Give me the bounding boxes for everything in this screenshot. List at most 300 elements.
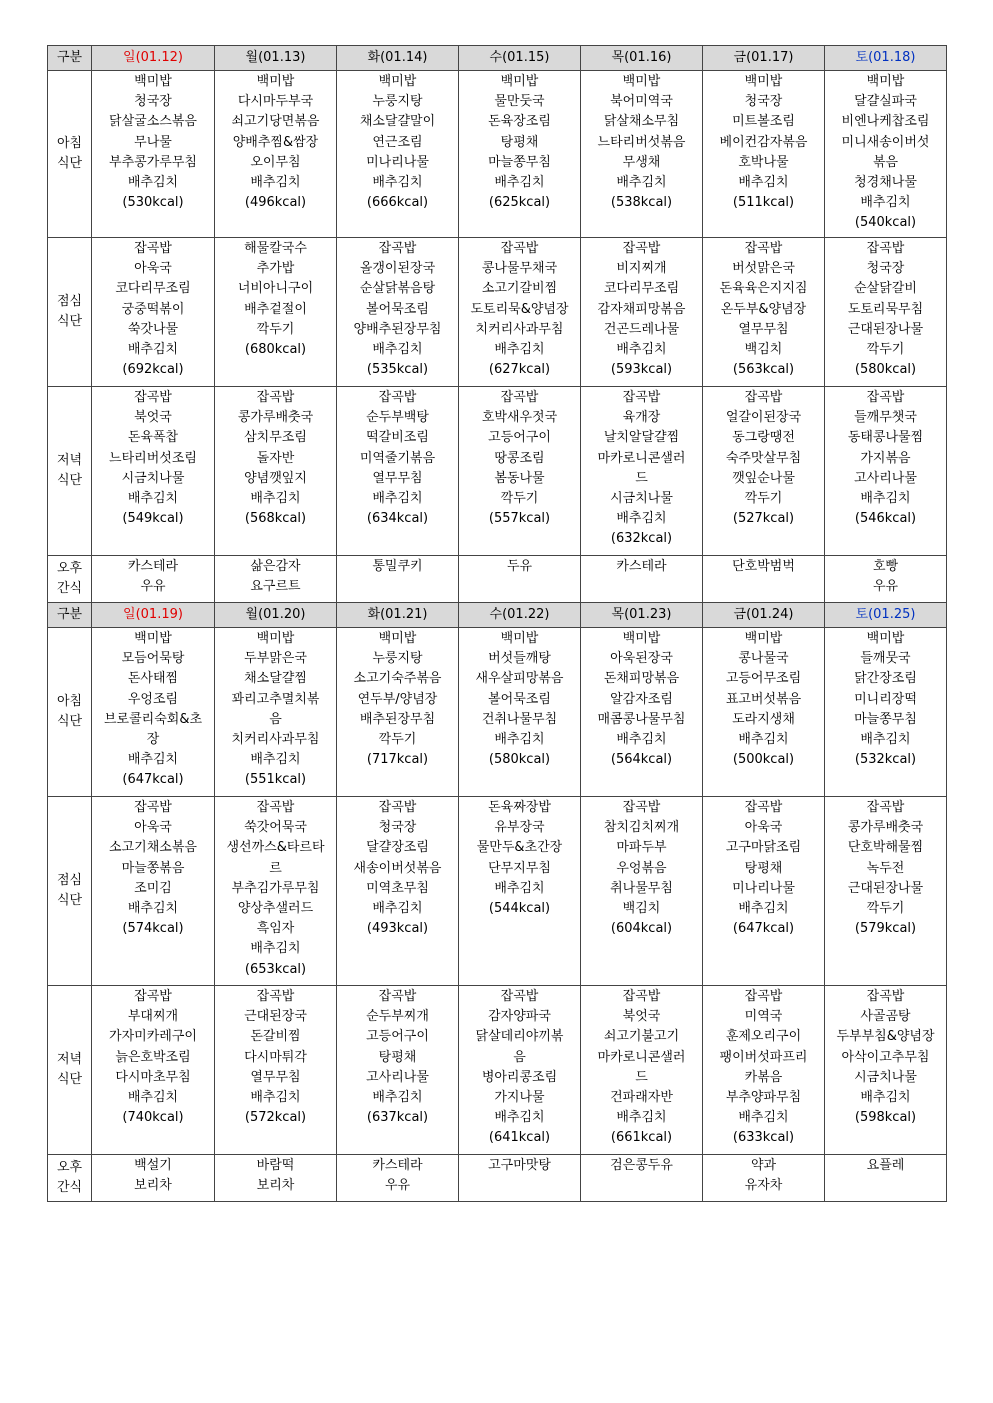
menu-item: (633kcal) [732,1130,795,1146]
menu-item: 근대된장나물 [847,880,924,896]
meal-label-line: 식단 [56,314,83,329]
menu-item: 잡곡밥 [744,989,783,1004]
menu-item: 배추김치 [250,491,301,507]
menu-cell [825,238,947,387]
menu-cell [703,986,825,1155]
week-header-row [48,46,947,71]
menu-item: 시금치나물 [854,1069,917,1085]
menu-item: 잡곡밥 [256,989,295,1004]
menu-item: 카스테라 [616,559,667,574]
menu-item: 미역국 [744,1009,783,1025]
menu-item: 검은콩두유 [610,1158,673,1173]
menu-item: 모듬어묵탕 [121,651,185,667]
menu-item: 배추김치 [616,732,667,748]
menu-cell [825,628,947,797]
menu-item: 백미밥 [500,74,539,89]
menu-item: 마늘쫑볶음 [121,860,185,876]
menu-item: 배추김치 [250,175,301,191]
menu-cell [581,387,703,556]
menu-item: 잡곡밥 [500,390,539,405]
menu-item: 탕평채 [378,1049,417,1065]
menu-item: 잡곡밥 [622,989,661,1004]
meal-row [48,1155,947,1202]
menu-item: 열무무침 [250,1069,301,1085]
menu-cell [703,387,825,556]
menu-cell [92,71,215,238]
menu-item: 배추김치 [616,342,667,358]
meal-label [48,238,92,387]
menu-cell [92,797,215,986]
menu-item: 부추김가루무침 [231,880,320,896]
menu-item: 표고버섯볶음 [725,691,802,707]
menu-item: 육개장 [622,410,661,426]
menu-item: (551kcal) [244,772,307,788]
menu-item: 땅콩조림 [494,450,545,466]
menu-cell [581,797,703,986]
menu-item: 부추양파무침 [725,1090,802,1106]
menu-item: 잡곡밥 [500,989,539,1004]
menu-item: (535kcal) [366,362,429,378]
day-header: 일(01.19) [92,603,215,628]
menu-item: 깍두기 [866,342,905,358]
meal-label [48,71,92,238]
menu-cell [337,986,459,1155]
menu-cell [825,986,947,1155]
meal-row [48,387,947,556]
menu-item: 생선까스&타르타 [226,840,325,856]
menu-item: (598kcal) [854,1110,917,1126]
menu-item: 볼어묵조림 [366,301,429,317]
menu-item: 떡갈비조림 [366,430,429,446]
menu-item: 북엇국 [134,410,172,426]
menu-item: 배추김치 [616,1110,667,1126]
menu-item: 소고기숙주볶음 [353,671,442,687]
menu-item: (493kcal) [366,921,429,937]
day-header: 화(01.14) [337,46,459,71]
menu-item: 단호박범벅 [732,559,795,574]
meal-label [48,628,92,797]
menu-item: 미니리장떡 [854,691,917,707]
menu-item: 통밀쿠키 [372,559,423,574]
menu-item: 닭살데리야끼볶 [475,1029,564,1045]
meal-label-line: 간식 [56,581,83,596]
menu-item: (579kcal) [854,921,917,937]
menu-cell [459,797,581,986]
menu-item: 아욱국 [134,261,172,277]
menu-item: (580kcal) [488,752,551,768]
menu-item: 배추김치 [494,175,545,191]
menu-item: (563kcal) [732,362,795,378]
menu-item: 백미밥 [622,631,661,646]
menu-item: 드 [635,1069,648,1085]
menu-item: 코다리무조림 [603,281,680,297]
menu-item: 채소달걀찜 [244,671,307,687]
menu-cell [337,797,459,986]
menu-item: 아욱국 [744,820,783,836]
menu-item: 도라지생채 [732,711,795,727]
menu-item: 보리차 [256,1178,295,1194]
menu-item: 감자양파국 [488,1009,551,1025]
menu-cell [825,1155,947,1202]
meal-label [48,387,92,556]
menu-item: 잡곡밥 [378,390,417,405]
menu-item: (604kcal) [610,921,673,937]
meal-label-line: 아침 [56,135,83,151]
menu-item: 미나리나물 [366,154,429,170]
menu-item: 알감자조림 [610,691,673,707]
menu-item: 들깨무챗국 [854,410,917,426]
menu-item: 약과 [750,1158,777,1173]
menu-item: (572kcal) [244,1110,307,1126]
menu-item: 배추김치 [250,941,301,957]
menu-item: 삶은감자 [250,559,301,574]
menu-item: 시금치나물 [121,470,185,486]
menu-item: (634kcal) [366,511,429,527]
menu-item: (549kcal) [122,511,184,527]
menu-item: 온두부&양념장 [720,301,807,317]
menu-item: 연근조림 [372,134,423,150]
menu-item: 무생채 [622,154,661,170]
day-header: 금(01.17) [703,46,825,71]
menu-item: 탕평채 [500,134,539,150]
meal-label-line: 식단 [56,714,83,729]
menu-item: (641kcal) [488,1130,551,1146]
menu-cell [459,556,581,603]
menu-cell [92,628,215,797]
menu-item: 매콤콩나물무침 [597,711,686,727]
menu-item: 백김치 [622,901,661,917]
menu-item: 건곤드레나물 [603,321,680,337]
menu-cell [703,238,825,387]
meal-label-line: 오후 [56,560,83,576]
day-header: 수(01.15) [459,46,581,71]
menu-cell [215,71,337,238]
menu-item: 두부맑은국 [244,651,307,667]
menu-cell [581,986,703,1155]
menu-item: 고구마닭조림 [725,840,802,856]
menu-item: 닭살굴소스볶음 [109,114,197,130]
header-label: 구분 [48,603,92,628]
menu-item: (593kcal) [610,362,673,378]
menu-item: (740kcal) [122,1110,184,1126]
menu-item: 배추김치 [372,491,423,507]
menu-item: (530kcal) [122,195,184,211]
menu-item: 돈채피망볶음 [603,671,680,687]
menu-item: 가자미카레구이 [109,1029,197,1045]
menu-item: 부대찌개 [127,1009,179,1025]
menu-item: (627kcal) [488,362,551,378]
menu-item: (496kcal) [244,195,307,211]
menu-cell [581,1155,703,1202]
menu-item: 배추김치 [494,732,545,748]
menu-item: 음 [269,711,282,727]
menu-item: 배추김치 [250,752,301,768]
menu-cell [459,986,581,1155]
menu-item: 닭간장조림 [854,671,917,687]
menu-item: 콩가루배춧국 [847,820,924,836]
menu-item: 호빵 [872,559,899,574]
menu-item: (653kcal) [244,961,307,977]
menu-item: 치커리사과무침 [475,321,564,337]
menu-item: 호박새우젓국 [481,410,558,426]
menu-item: 들깨뭇국 [860,651,911,667]
meal-label-line: 식단 [56,1072,83,1087]
menu-cell [703,628,825,797]
menu-item: 배추김치 [738,732,789,748]
menu-item: 배추김치 [127,491,179,507]
meal-label [48,556,92,603]
menu-item: 드 [635,470,648,486]
header-label: 구분 [48,46,92,71]
menu-item: 고사리나물 [854,470,917,486]
menu-item: 올갱이된장국 [359,261,436,277]
meal-label-line: 식단 [56,156,83,171]
meal-label-line: 식단 [56,473,83,488]
menu-item: 호박나물 [738,154,789,170]
menu-item: (511kcal) [732,195,795,211]
meal-row [48,986,947,1155]
menu-item: 도토리묵무침 [847,301,924,317]
menu-item: 청국장 [866,261,905,277]
menu-item: 돈육장조림 [488,114,551,130]
menu-item: 깍두기 [256,321,295,337]
menu-item: 잡곡밥 [256,390,295,405]
menu-item: (666kcal) [366,195,429,211]
menu-item: 잡곡밥 [744,390,783,405]
menu-item: 요구르트 [250,579,301,595]
menu-item: 잡곡밥 [134,800,172,815]
menu-item: 궁중떡볶이 [121,301,185,317]
menu-item: 배추김치 [372,901,423,917]
menu-item: (527kcal) [732,511,795,527]
menu-item: (632kcal) [610,531,673,547]
menu-item: 르 [269,860,282,876]
menu-item: 콩가루배춧국 [237,410,314,426]
menu-item: 잡곡밥 [744,800,783,815]
menu-item: 잡곡밥 [134,390,172,405]
menu-item: 아삭이고추무침 [841,1049,930,1065]
menu-item: 꽈리고추멸치볶 [231,691,320,707]
menu-cell [215,387,337,556]
menu-item: (574kcal) [122,921,184,937]
menu-item: 건취나물무침 [481,711,558,727]
menu-item: 백미밥 [622,74,661,89]
menu-item: 우엉조림 [127,691,179,707]
menu-cell [459,628,581,797]
meal-label-line: 식단 [56,893,83,908]
menu-item: 열무무침 [372,470,423,486]
menu-item: 마카로니콘샐러 [597,1049,686,1065]
menu-cell [703,797,825,986]
menu-item: (564kcal) [610,752,673,768]
meal-label-line: 저녁 [56,1051,83,1067]
menu-item: 열무무침 [738,321,789,337]
menu-item: 배추김치 [616,511,667,527]
menu-item: 돈육폭찹 [127,430,179,446]
menu-cell [215,1155,337,1202]
menu-item: 추가밥 [256,261,295,277]
menu-item: 도토리묵&양념장 [470,301,569,317]
menu-cell [703,1155,825,1202]
menu-item: 달걀실파국 [854,94,917,110]
menu-item: 감자채피망볶음 [597,301,686,317]
meal-label-line: 점심 [56,872,83,888]
menu-item: 연두부/양념장 [357,691,438,707]
menu-item: 잡곡밥 [378,241,417,256]
menu-item: 북어미역국 [610,94,673,110]
menu-item: 동그랑땡전 [732,430,795,446]
menu-item: 쑥갓나물 [127,321,179,337]
menu-item: 배추김치 [738,1110,789,1126]
menu-item: 요플레 [866,1158,905,1173]
menu-item: 다시마초무침 [115,1069,191,1085]
menu-item: 느타리버섯조림 [109,450,197,466]
menu-item: 배추김치 [494,1110,545,1126]
menu-item: 부추콩가루무침 [109,154,197,170]
menu-item: 배추김치 [494,342,545,358]
menu-item: (625kcal) [488,195,551,211]
menu-cell [825,387,947,556]
menu-item: 너비아니구이 [237,281,314,297]
menu-item: 새송이버섯볶음 [353,860,442,876]
menu-item: 백미밥 [256,74,295,89]
menu-item: (692kcal) [122,362,184,378]
menu-item: 얼갈이된장국 [725,410,802,426]
menu-item: 동태콩나물찜 [847,430,924,446]
menu-item: 느타리버섯볶음 [597,134,686,150]
menu-item: 백김치 [744,342,783,358]
menu-item: 물만둣국 [494,94,545,110]
menu-item: (500kcal) [732,752,795,768]
day-header: 금(01.24) [703,603,825,628]
menu-item: 돈갈비찜 [250,1029,301,1045]
menu-cell [92,238,215,387]
menu-item: 배추김치 [250,1090,301,1106]
menu-item: 배추김치 [616,175,667,191]
menu-cell [215,628,337,797]
menu-item: 청경채나물 [854,175,917,191]
menu-item: 백미밥 [744,631,783,646]
menu-item: 취나물무침 [610,880,673,896]
menu-item: 마파두부 [616,840,667,856]
menu-item: 팽이버섯파프리 [719,1049,808,1065]
menu-item: 흑임자 [256,921,295,937]
menu-item: 봄동나물 [494,470,545,486]
menu-item: 비엔나케찹조림 [841,114,930,130]
menu-item: (568kcal) [244,511,307,527]
meal-label-line: 저녁 [56,452,83,468]
menu-item: 미나리나물 [732,880,795,896]
menu-item: 순두부백탕 [366,410,429,426]
meal-row [48,71,947,238]
menu-item: 청국장 [744,94,783,110]
menu-item: 배추김치 [738,901,789,917]
menu-item: 순두부찌개 [366,1009,429,1025]
menu-item: 잡곡밥 [378,800,417,815]
menu-item: 깻잎순나물 [732,470,795,486]
menu-item: 유부장국 [494,820,545,836]
day-header: 목(01.23) [581,603,703,628]
menu-item: (538kcal) [610,195,673,211]
meal-row [48,797,947,986]
menu-item: 양배추된장무침 [353,321,442,337]
menu-item: 배추김치 [860,732,911,748]
menu-item: 우엉볶음 [616,860,667,876]
menu-cell [825,71,947,238]
menu-item: 잡곡밥 [744,241,783,256]
menu-cell [215,238,337,387]
meal-row [48,238,947,387]
menu-item: 미역줄기볶음 [359,450,436,466]
meal-row [48,628,947,797]
menu-item: 돈사태찜 [127,671,179,687]
menu-cell [703,71,825,238]
menu-item: 가지볶음 [860,450,911,466]
menu-cell [459,238,581,387]
menu-item: 참치김치찌개 [603,820,680,836]
menu-item: 배추김치 [127,342,179,358]
menu-item: 백미밥 [134,631,172,646]
menu-cell [825,556,947,603]
menu-item: 바람떡 [256,1158,295,1173]
menu-item: 돌자반 [256,450,295,466]
menu-cell [459,71,581,238]
menu-item: 배추김치 [127,752,179,768]
menu-item: 돈육육은지지짐 [719,281,808,297]
menu-item: 잡곡밥 [622,241,661,256]
menu-item: 오이무침 [250,154,301,170]
menu-item: 깍두기 [500,491,539,507]
menu-item: 브로콜리숙회&초 [103,711,203,727]
menu-item: 병아리콩조림 [481,1069,558,1085]
menu-cell [215,556,337,603]
menu-item: 쑥갓어묵국 [244,820,307,836]
menu-item: 잡곡밥 [134,241,172,256]
menu-item: 배추김치 [738,175,789,191]
menu-item: 다시마두부국 [237,94,314,110]
menu-item: 잡곡밥 [866,800,905,815]
meal-plan-table [47,45,947,1202]
menu-item: 고등어무조림 [725,671,802,687]
menu-item: 마카로니콘샐러 [597,450,686,466]
menu-cell [825,797,947,986]
menu-item: 잡곡밥 [866,989,905,1004]
menu-item: 잡곡밥 [134,989,172,1004]
menu-item: 음 [513,1049,526,1065]
menu-cell [337,628,459,797]
meal-label [48,986,92,1155]
menu-cell [337,1155,459,1202]
menu-item: (717kcal) [366,752,429,768]
meal-plan-body [48,46,947,1202]
menu-item: 잡곡밥 [622,390,661,405]
meal-label-line: 오후 [56,1159,83,1175]
menu-item: 늙은호박조림 [115,1049,191,1065]
day-header: 토(01.25) [825,603,947,628]
menu-cell [581,556,703,603]
menu-item: (540kcal) [854,215,917,231]
meal-label [48,797,92,986]
menu-item: 삼치무조림 [244,430,307,446]
menu-item: 잡곡밥 [866,390,905,405]
menu-item: 장 [146,732,160,748]
menu-item: 콩나물무채국 [481,261,558,277]
meal-label-line: 점심 [56,293,83,309]
menu-item: 배추된장무침 [359,711,436,727]
menu-cell [337,238,459,387]
menu-item: 건파래자반 [610,1090,673,1106]
menu-item: 미역초무침 [366,880,429,896]
